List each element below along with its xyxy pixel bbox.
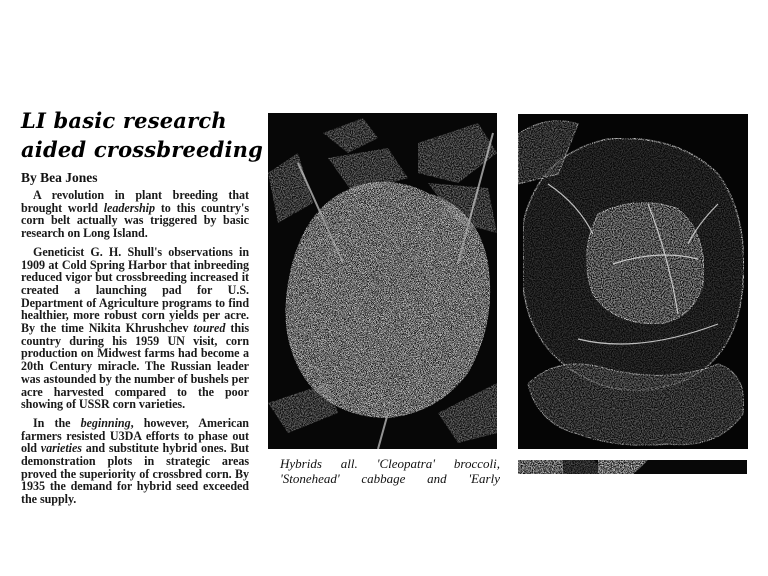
headline-line-1: LI basic research xyxy=(21,108,227,133)
paragraph-3-text-a: In the xyxy=(33,415,81,430)
paragraph-2 xyxy=(21,246,249,411)
paragraph-2-text-a: Geneticist G. H. Shull's observations in 1909 at Cold Spring Harbor that inbreeding reduced vigor but crossbreeding increased it created a launching pad for U.S. Department of Agriculture programs to find healthier, more robust corn yields per acre. By the time Nikita Khrushchev xyxy=(21,244,249,336)
caption-line-2: 'Stonehead' cabbage and 'Early xyxy=(280,471,500,486)
headline xyxy=(21,106,264,164)
cabbage-image-icon xyxy=(518,114,748,449)
paragraph-3-text-e: and substitute hybrid ones. But demonstration plots in strategic areas proved the superiority of crossbred corn. By 1935 the demand for hybrid seed exceeded the supply. xyxy=(21,441,249,507)
paragraph-2-text-c: this country during his 1959 UN visit, corn production on Midwest farms had become a 20th Century miracle. The Russian leader was astounded by the number of bushels per acre harvested compared to the poor showing of USSR corn varieties. xyxy=(21,321,250,412)
paragraph-3-text-d: varieties xyxy=(40,441,82,456)
cabbage-photo xyxy=(518,114,748,449)
paragraph-2-text-b: toured xyxy=(193,321,226,336)
paragraph-1 xyxy=(21,189,249,240)
byline: By Bea Jones xyxy=(21,170,98,185)
strip-image-icon xyxy=(518,460,747,474)
headline-line-2: aided crossbreeding xyxy=(21,137,264,162)
paragraph-3-text-b: beginning xyxy=(80,415,131,430)
photo-caption xyxy=(280,456,500,486)
broccoli-image-icon xyxy=(268,113,497,449)
broccoli-photo xyxy=(268,113,497,449)
caption-line-1: Hybrids all. 'Cleopatra' broccoli, xyxy=(280,456,500,471)
paragraph-1-text-b: leadership xyxy=(103,200,155,215)
paragraph-3-text-c: , however, American farmers resisted U3DA efforts to phase out old xyxy=(21,415,249,456)
article xyxy=(21,106,264,512)
partial-photo-strip xyxy=(518,460,747,474)
paragraph-1-text-c: to this country's corn belt actually was triggered by basic research on Long Island. xyxy=(21,200,249,241)
paragraph-3 xyxy=(21,417,249,506)
paragraph-1-text-a: A revolution in plant breeding that brought world xyxy=(21,188,249,215)
